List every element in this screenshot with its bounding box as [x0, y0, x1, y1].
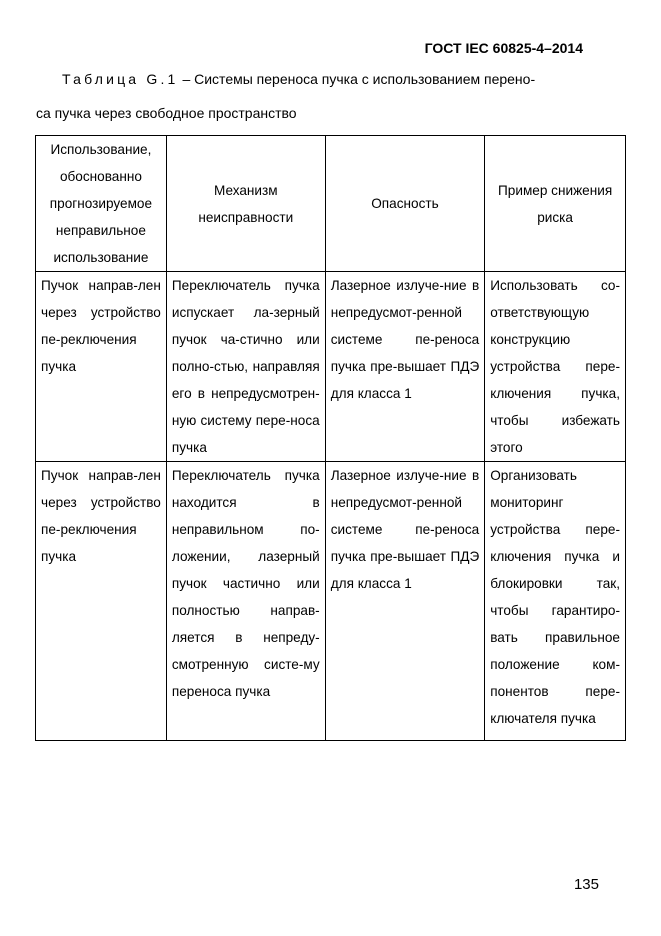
cell-hazard: Лазерное излуче-ние в непредусмот-ренной системе пе-реноса пучка пре-вышает ПДЭ для класса 1: [325, 272, 485, 462]
caption-line-1: [36, 62, 625, 96]
cell-misuse: Пучок направ-лен через устройство пе-реключения пучка: [36, 272, 167, 462]
caption-label: Таблица G.1: [62, 71, 179, 87]
cell-misuse: Пучок направ-лен через устройство пе-реключения пучка: [36, 462, 167, 741]
page-number: 135: [573, 876, 599, 893]
cell-hazard: Лазерное излуче-ние в непредусмот-ренной системе пе-реноса пучка пре-вышает ПДЭ для класса 1: [325, 462, 485, 741]
caption-title-part2: са пучка через свободное пространство: [36, 105, 297, 121]
cell-risk-reduction: Использовать со-ответствующую конструкцию устройства пере-ключения пучка, чтобы избежать этого: [485, 272, 626, 462]
table-caption: [36, 62, 625, 130]
header-risk-reduction: Пример снижения риска: [485, 136, 626, 272]
table-row: [36, 462, 626, 741]
risk-table: [35, 135, 626, 741]
caption-title-part1: – Системы переноса пучка с использованием перено-: [178, 71, 536, 87]
header-failure-mechanism: Механизм неисправности: [166, 136, 325, 272]
standard-code: ГОСТ IEC 60825-4–2014: [424, 40, 583, 56]
cell-risk-reduction: Организовать мониторинг устройства пере-ключения пучка и блокировки так, чтобы гарантиро-вать правильное положение ком-понентов пере-ключателя пучка: [485, 462, 626, 741]
header-misuse: Использование, обоснованно прогнозируемое неправильное использование: [36, 136, 167, 272]
cell-failure-mechanism: Переключатель пучка находится в неправильном по-ложении, лазерный пучок частично или полностью направ-ляется в непреду-смотренную систе-му переноса пучка: [166, 462, 325, 741]
cell-failure-mechanism: Переключатель пучка испускает ла-зерный пучок ча-стично или полно-стью, направляя его в непредусмотрен-ную систему пере-носа пучка: [166, 272, 325, 462]
table-row: [36, 272, 626, 462]
table-header-row: [36, 136, 626, 272]
header-hazard: Опасность: [325, 136, 485, 272]
